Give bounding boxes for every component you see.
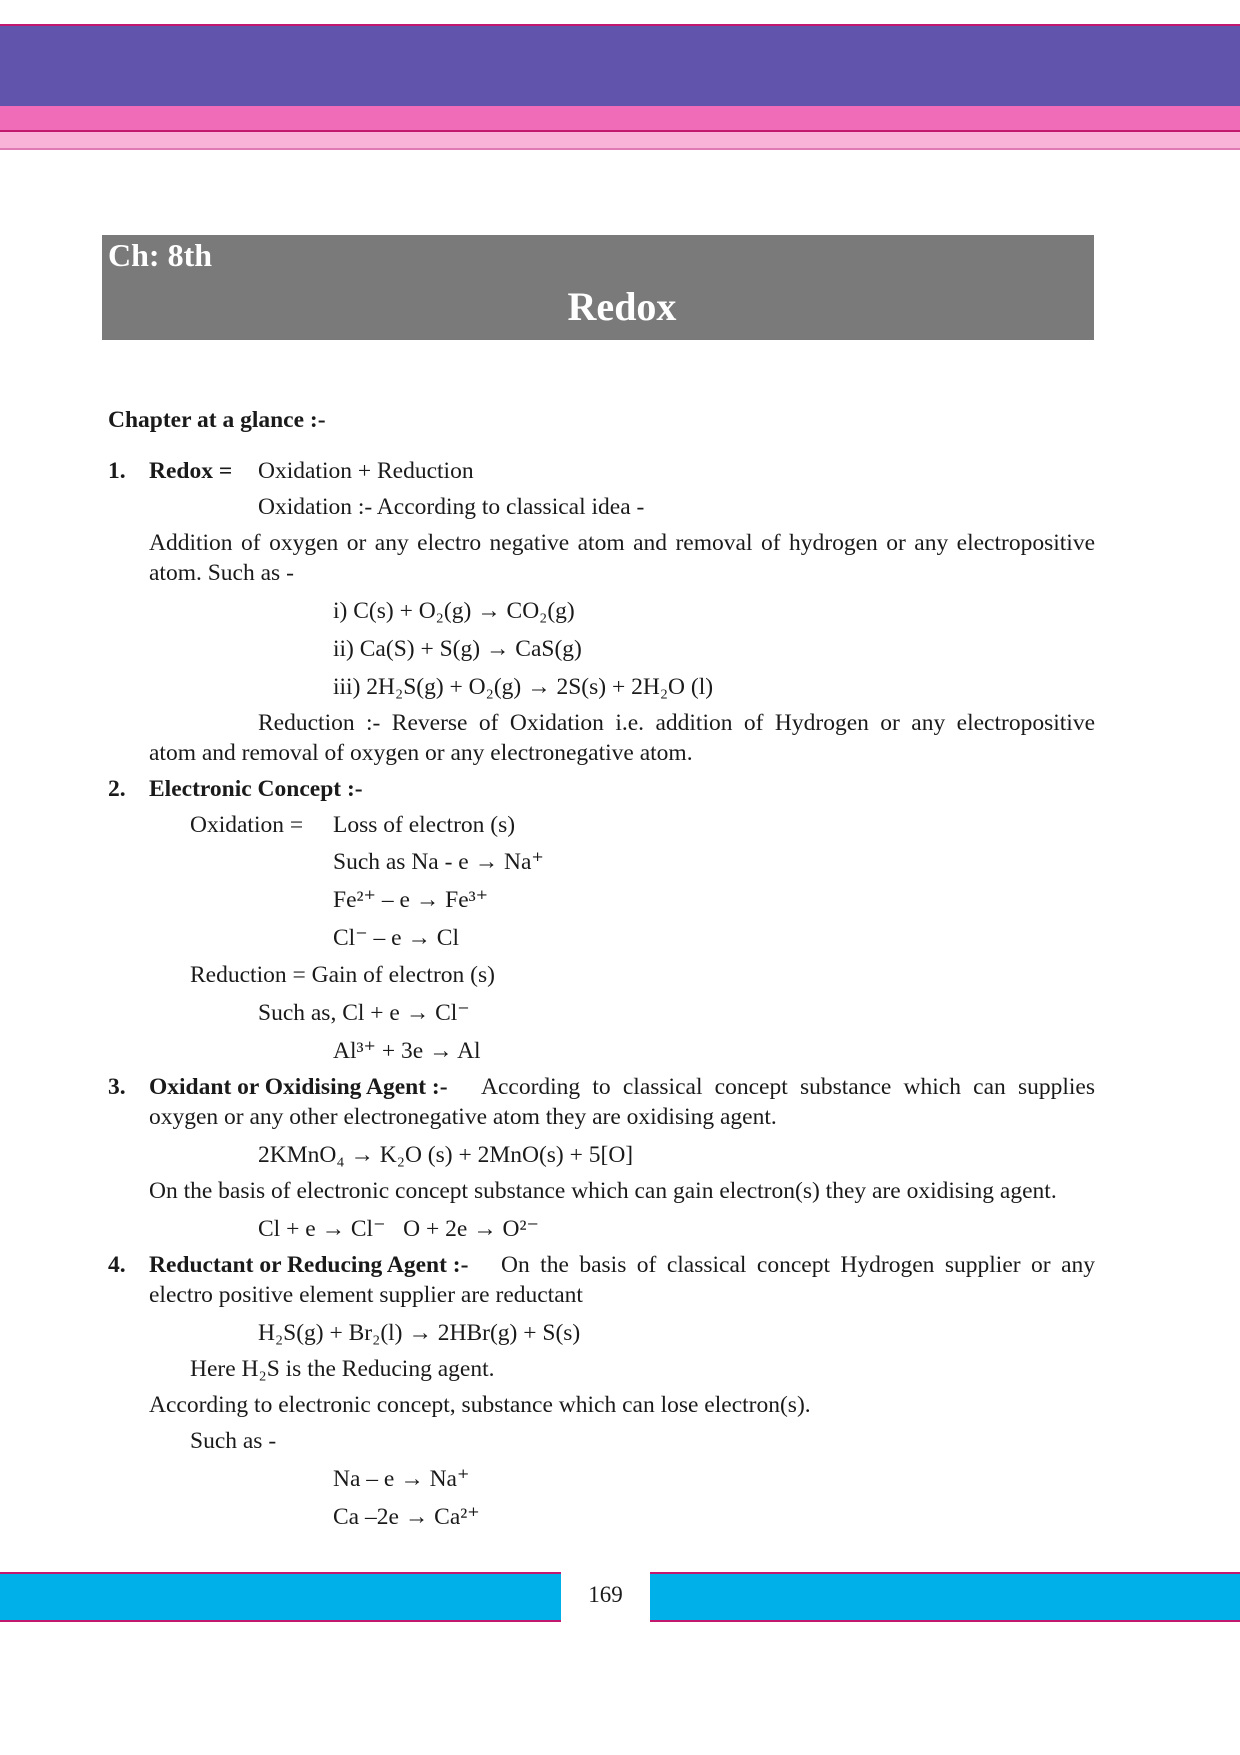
equation-al-reduction: Al³⁺ + 3e → Al xyxy=(333,1038,481,1064)
equation-cl-reduction: Such as, Cl + e → Cl⁻ xyxy=(258,1000,470,1026)
oxidant-classical-text: According to classical concept substance which can supplies oxygen or any other electronegative atom they are oxidising agent. xyxy=(149,1074,1095,1130)
equation-1: i) C(s) + O₂(g) → CO₂(g) xyxy=(333,598,575,624)
equation-3: iii) 2H₂S(g) + O₂(g) → 2S(s) + 2H₂O (l) xyxy=(333,674,714,700)
equation-na-oxidation: Such as Na - e → Na⁺ xyxy=(333,849,544,875)
item-number-4: 4. xyxy=(108,1252,126,1278)
oxidant-title: Oxidant or Oxidising Agent :- xyxy=(149,1074,448,1100)
page-number: 169 xyxy=(588,1582,623,1607)
chapter-title-box xyxy=(102,235,1094,340)
item-number-1: 1. xyxy=(108,458,126,484)
item-number-3: 3. xyxy=(108,1074,126,1100)
equation-cl-oxidation: Cl⁻ – e → Cl xyxy=(333,925,459,951)
such-as-label: Such as - xyxy=(190,1428,277,1454)
oxidation-label: Oxidation = xyxy=(190,812,304,838)
reduction-definition-line-2: atom and removal of oxygen or any electronegative atom. xyxy=(149,740,693,766)
redox-definition: Oxidation + Reduction xyxy=(258,458,474,484)
reducing-agent-note: Here H₂S is the Reducing agent. xyxy=(190,1356,495,1382)
oxidation-intro: Oxidation :- According to classical idea - xyxy=(258,494,645,520)
oxidation-loss-definition: Loss of electron (s) xyxy=(333,812,516,838)
electronic-concept-title: Electronic Concept :- xyxy=(149,776,363,802)
reductant-electronic-text: According to electronic concept, substance which can lose electron(s). xyxy=(149,1392,811,1418)
redox-label: Redox = xyxy=(149,458,233,484)
reduction-gain-definition: Reduction = Gain of electron (s) xyxy=(190,962,495,988)
equation-kmno4: 2KMnO₄ → K₂O (s) + 2MnO(s) + 5[O] xyxy=(258,1142,634,1168)
equation-h2s-br2: H₂S(g) + Br₂(l) → 2HBr(g) + S(s) xyxy=(258,1320,581,1346)
reductant-title: Reductant or Reducing Agent :- xyxy=(149,1252,469,1278)
item-number-2: 2. xyxy=(108,776,126,802)
chapter-title: Redox xyxy=(567,284,677,329)
equation-na-lose: Na – e → Na⁺ xyxy=(333,1466,470,1492)
footer-band-right xyxy=(650,1572,1240,1622)
reduction-definition-line-1: Reduction :- Reverse of Oxidation i.e. addition of Hydrogen or any electropositive xyxy=(258,710,1095,736)
chapter-label: Ch: 8th xyxy=(108,237,213,273)
header-band-light-pink xyxy=(0,132,1240,150)
equation-fe-oxidation: Fe²⁺ – e → Fe³⁺ xyxy=(333,887,489,913)
reductant-classical-text: On the basis of classical concept Hydrogen supplier or any electro positive element supplier are reductant xyxy=(149,1252,1095,1308)
equation-2: ii) Ca(S) + S(g) → CaS(g) xyxy=(333,636,582,662)
header-band-pink xyxy=(0,106,1240,132)
equation-ca-lose: Ca –2e → Ca²⁺ xyxy=(333,1504,480,1530)
header-band-purple xyxy=(0,24,1240,108)
footer-band-left xyxy=(0,1572,561,1622)
classical-oxidation-text: Addition of oxygen or any electro negative atom and removal of hydrogen or any electropositive atom. Such as - xyxy=(149,530,1095,586)
section-heading: Chapter at a glance :- xyxy=(108,407,326,433)
equation-cl-o-reduction: Cl + e → Cl⁻ O + 2e → O²⁻ xyxy=(258,1216,539,1242)
oxidant-electronic-text: On the basis of electronic concept substance which can gain electron(s) they are oxidising agent. xyxy=(149,1178,1057,1204)
